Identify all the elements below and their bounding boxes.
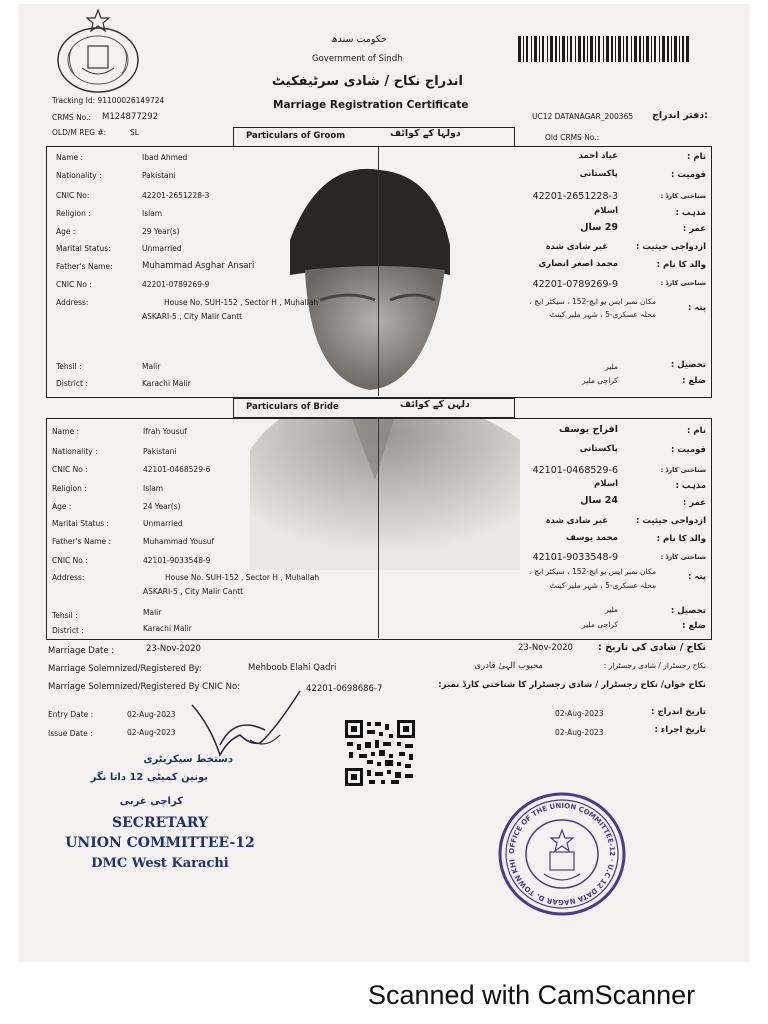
bride-value-ur: اسلام: [594, 479, 618, 489]
stamp-dmc-west: DMC West Karachi: [91, 856, 229, 871]
groom-value: Pakistani: [142, 171, 176, 180]
groom-label: Father's Name:: [56, 262, 113, 271]
bride-value: 42101-0468529-6: [143, 465, 211, 474]
groom-value: Unmarried: [142, 244, 182, 253]
bride-label: Address:: [52, 573, 85, 582]
groom-label: Nationality :: [56, 171, 102, 180]
groom-label-ur: مذہب :: [675, 208, 706, 218]
bride-label-ur: شناختی کارڈ :: [660, 466, 706, 474]
groom-section: [46, 146, 712, 398]
bride-value: 24 Year(s): [143, 502, 181, 511]
entry-date-ur-label: تاریخ اندراج :: [651, 707, 706, 717]
groom-tehsil-label: Tehsil :: [56, 362, 82, 371]
bride-tehsil-ur-label: تحصیل :: [670, 606, 706, 616]
header-title-urdu: اندراج نکاح / شادی سرٹیفکیٹ: [272, 74, 463, 89]
issue-date-value: 02-Aug-2023: [127, 728, 176, 737]
groom-tehsil-ur-value: ملیر: [605, 362, 618, 371]
groom-value-ur: پاکستانی: [579, 169, 618, 179]
marriage-date-label: Marriage Date :: [48, 646, 115, 656]
bride-address-line2: ASKARI-5 , City Malir Cantt: [143, 587, 244, 596]
bride-label: Father's Name :: [52, 537, 112, 546]
groom-value-ur: اسلام: [594, 206, 618, 216]
bride-label: Name :: [52, 427, 80, 436]
groom-tehsil-value: Malir: [142, 362, 161, 371]
office-value: UC12 DATANAGAR_200365: [532, 112, 634, 121]
groom-tehsil-ur-label: تحصیل :: [670, 360, 706, 370]
issue-date-ur-label: تاریخ اجراء :: [654, 725, 706, 735]
bride-value-ur: 42101-9033548-9: [532, 552, 618, 563]
groom-value: Ibad Ahmed: [142, 153, 188, 162]
groom-value-ur: محمد اصغر انصاری: [538, 259, 618, 269]
bride-value-ur: افراح یوسف: [559, 424, 618, 435]
bride-value-ur: 24 سال: [580, 495, 618, 506]
bride-label: Marital Status :: [52, 519, 110, 528]
groom-label-ur: عمر :: [682, 224, 706, 234]
bride-label: Religion :: [52, 484, 87, 493]
header-gov-english: Government of Sindh: [312, 54, 403, 64]
registered-by-ur-label: نکاح رجسٹرار / شادی رجسٹرار :: [603, 661, 706, 670]
bride-value-ur: محمد یوسف: [566, 533, 618, 543]
groom-value: 29 Year(s): [142, 227, 180, 236]
bride-label-ur: قومیت :: [671, 445, 706, 455]
groom-label: Address:: [56, 298, 89, 307]
groom-address-line1: House No. SUH-152 , Sector H , Muhallah: [164, 298, 319, 307]
groom-district-label: District :: [56, 379, 88, 388]
bride-value-ur: پاکستانی: [579, 444, 618, 454]
bride-district-ur-value: کراچی ملیر: [582, 620, 618, 629]
bride-address-ur-line1: مکان نمبر ایس یو ایچ-152 ، سیکٹر ایچ ،: [529, 567, 656, 576]
groom-label: CNIC No :: [56, 280, 92, 289]
groom-label: Name :: [56, 153, 84, 162]
stamp-secretary: SECRETARY: [112, 815, 208, 831]
groom-value-ur: 42201-0789269-9: [532, 279, 618, 290]
bride-tehsil-label: Tehsil :: [52, 611, 78, 620]
groom-district-value: Karachi Malir: [142, 379, 191, 388]
bride-address-line1: House No. SUH-152 , Sector H , Muhallah: [165, 573, 320, 582]
groom-value: 42201-2651228-3: [142, 191, 210, 200]
groom-district-ur-label: ضلع :: [682, 376, 706, 386]
bride-label: Nationality :: [52, 447, 98, 456]
marriage-date-ur-value: 23-Nov-2020: [518, 643, 573, 653]
registered-by-value: Mehboob Elahi Qadri: [248, 663, 337, 673]
groom-value: Muhammad Asghar Ansari: [142, 261, 255, 271]
qr-code: [345, 720, 415, 786]
groom-label-ur: قومیت :: [671, 170, 706, 180]
bride-label: CNIC No :: [52, 556, 88, 565]
bride-district-value: Karachi Malir: [143, 624, 192, 633]
bride-address-ur-line2: محلہ عسکری-5 ، شہر ملیر کینٹ: [549, 581, 656, 590]
seal-text: OFFICE OF THE UNION COMMITTEE-12 · U.C 12 DATA NAGAR D. TOWN KHI: [507, 801, 617, 907]
bride-value: 42101-9033548-9: [143, 556, 211, 565]
groom-value-ur: 42201-2651228-3: [532, 191, 618, 202]
bride-label-ur: نام :: [687, 426, 706, 436]
svg-text:OFFICE OF THE UNION COMMITTEE-: [508, 802, 616, 906]
marriage-date-value: 23-Nov-2020: [146, 644, 201, 654]
secretary-signature: [180, 685, 320, 765]
groom-label: Religion :: [56, 209, 91, 218]
bride-label-ur: عمر :: [682, 498, 706, 508]
bride-label-ur: پتہ :: [687, 572, 706, 582]
header-gov-urdu: حکومت سندھ: [331, 34, 387, 45]
issue-date-ur-value: 02-Aug-2023: [555, 728, 604, 737]
bride-value-ur: غیر شادی شدہ: [545, 516, 608, 526]
bride-divider: [378, 418, 379, 638]
groom-section-title-en: Particulars of Groom: [246, 131, 346, 141]
groom-label: Marital Status:: [56, 244, 111, 253]
bride-value-ur: 42101-0468529-6: [532, 465, 618, 476]
registered-by-label: Marriage Solemnized/Registered By:: [48, 664, 202, 674]
bride-label-ur: شناختی کارڈ :: [660, 553, 706, 561]
camscanner-watermark: Scanned with CamScanner: [368, 980, 696, 1010]
groom-label-ur: ازدواجی حیثیت :: [636, 242, 706, 252]
entry-date-ur-value: 02-Aug-2023: [555, 709, 604, 718]
crms-value: M124877292: [102, 112, 159, 122]
registered-cnic-ur-label: نکاح خواں/ نکاح رجسٹرار / شادی رجسٹرار کا شناختی کارڈ نمبر:: [438, 680, 706, 690]
groom-label-ur: شناختی کارڈ :: [660, 279, 706, 287]
registered-cnic-label: Marriage Solemnized/Registered By CNIC No:: [48, 682, 241, 692]
bride-value: Ifrah Yousuf: [143, 427, 187, 436]
groom-section-title-ur: دولہا کے کوائف: [390, 128, 461, 139]
office-label-urdu: دفتر اندراج:: [652, 110, 708, 121]
groom-label: CNIC No:: [56, 191, 90, 200]
groom-district-ur-value: کراچی ملیر: [582, 376, 618, 385]
bride-value: Pakistani: [143, 447, 177, 456]
groom-value: Islam: [142, 209, 163, 218]
tracking-id: Tracking Id: 91100026149724: [52, 96, 165, 105]
bride-label-ur: والد کا نام :: [656, 534, 706, 544]
union-committee-seal-icon: [496, 790, 628, 918]
registered-cnic-value: 42201-0698686-7: [306, 684, 383, 694]
header-title-english: Marriage Registration Certificate: [273, 99, 469, 111]
bride-tehsil-value: Malir: [143, 608, 162, 617]
bride-value: Unmarried: [143, 519, 183, 528]
bride-label: CNIC No :: [52, 465, 88, 474]
registered-by-ur-value: محبوب الہیٰ قادری: [474, 661, 543, 671]
barcode: [518, 36, 690, 62]
bride-label-ur: ازدواجی حیثیت :: [636, 516, 706, 526]
groom-label-ur: نام :: [687, 152, 706, 162]
entry-date-value: 02-Aug-2023: [127, 710, 176, 719]
issue-date-label: Issue Date :: [48, 729, 93, 738]
old-reg-label: OLD/M REG #:: [52, 128, 107, 137]
bride-value: Muhammad Yousuf: [143, 537, 215, 546]
crms-label: CRMS No.:: [52, 113, 92, 122]
groom-address-line2: ASKARI-5 , City Malir Cantt: [142, 312, 243, 321]
groom-address-ur-line1: مکان نمبر ایس یو ایچ-152 ، سیکٹر ایچ ،: [529, 297, 656, 306]
groom-value-ur: عباد احمد: [578, 151, 618, 161]
bride-label: Age :: [52, 502, 72, 511]
groom-label: Age :: [56, 227, 76, 236]
marriage-date-ur-label: نکاح / شادی کی تاریخ :: [598, 642, 706, 653]
old-crms-label: Old CRMS No.:: [545, 133, 600, 142]
groom-value-ur: 29 سال: [580, 222, 618, 233]
groom-label-ur: شناختی کارڈ :: [660, 192, 706, 200]
stamp-union-committee: UNION COMMITTEE-12: [65, 835, 255, 851]
bride-section-title-ur: دلہن کے کوائف: [400, 399, 470, 410]
groom-address-ur-line2: محلہ عسکری-5 ، شہر ملیر کینٹ: [549, 310, 656, 319]
bride-district-ur-label: ضلع :: [682, 621, 706, 631]
groom-value-ur: غیر شادی شدہ: [545, 242, 608, 252]
bride-tehsil-ur-value: ملیر: [605, 605, 618, 614]
groom-label-ur: پتہ :: [687, 303, 706, 313]
old-reg-value: SL: [130, 128, 139, 137]
groom-divider: [378, 146, 379, 396]
bride-section-title-en: Particulars of Bride: [246, 402, 339, 412]
bride-label-ur: مذہب :: [675, 481, 706, 491]
groom-label-ur: والد کا نام :: [656, 260, 706, 270]
groom-value: 42201-0789269-9: [142, 280, 210, 289]
stamp-urdu-line1: دستخط سیکریٹری: [143, 754, 233, 765]
stamp-urdu-line2: یونین کمیٹی 12 داتا نگر: [90, 772, 208, 783]
stamp-urdu-line3: کراچی غربی: [119, 796, 183, 807]
sindh-government-emblem-icon: [52, 8, 144, 96]
entry-date-label: Entry Date :: [48, 710, 94, 719]
bride-district-label: District :: [52, 626, 84, 635]
bride-value: Islam: [143, 484, 164, 493]
